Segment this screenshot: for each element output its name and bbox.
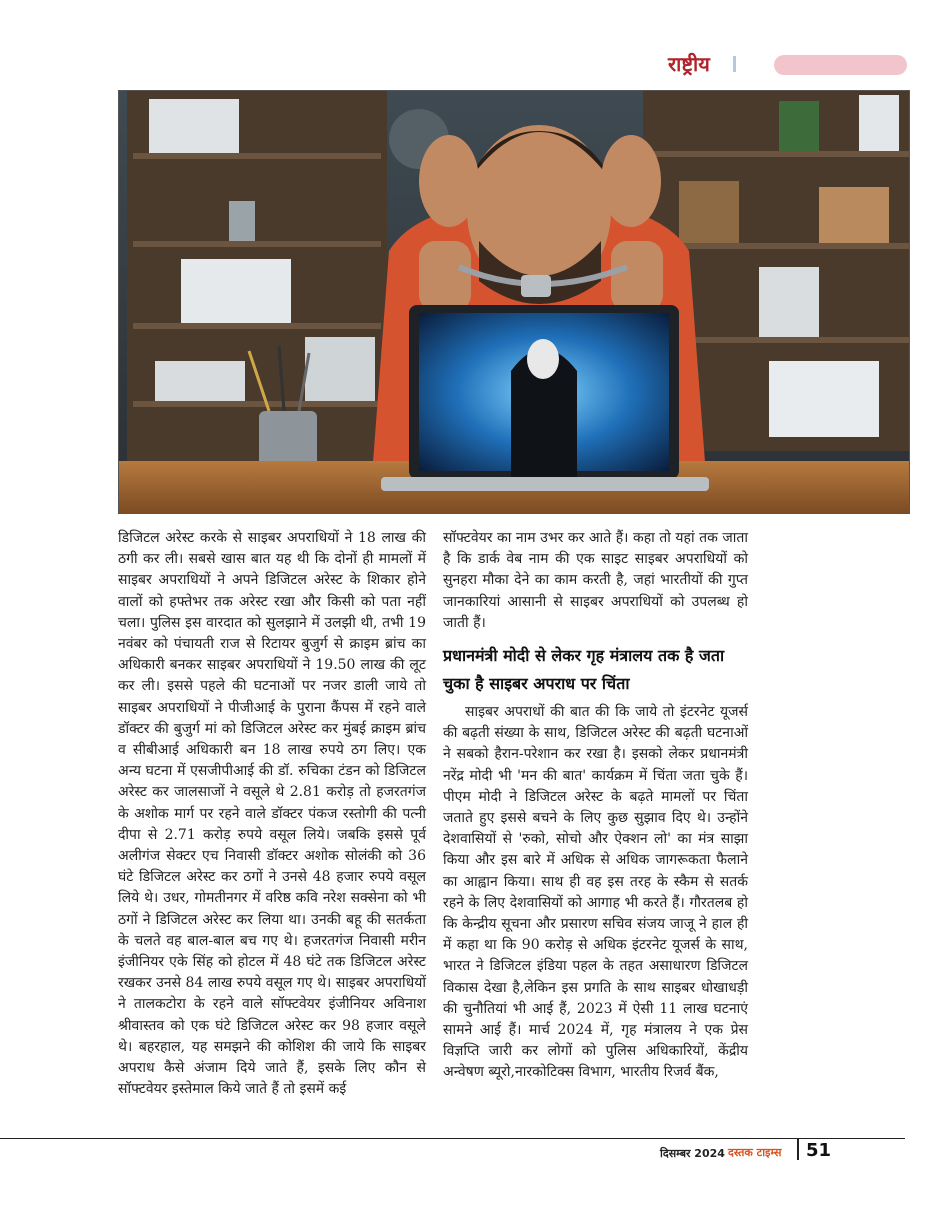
right-paragraph-1: सॉफ्टवेयर का नाम उभर कर आते हैं। कहा तो यहां तक जाता है कि डार्क वेब नाम की एक साइट साइबर अपराधियों को सुनहरा मौका देने का काम करती है, जहां भारतीयों की गुप्त जानकारियां आसानी से साइबर अपराधियों को उपलब्ध हो जाती हैं। (443, 530, 748, 631)
header-separator (733, 56, 736, 72)
header-decorative-pill (774, 55, 907, 75)
footer-date: दिसम्बर 2024 (660, 1147, 725, 1160)
left-column (118, 528, 426, 1100)
right-paragraph-2: साइबर अपराधों की बात की कि जाये तो इंटरनेट यूजर्स की बढ़ती संख्या के साथ, डिजिटल अरेस्ट की बढ़ती घटनाओं ने सबको हैरान-परेशान कर रखा है। इसको लेकर प्रधानमंत्री नरेंद्र मोदी भी 'मन की बात' कार्यक्रम में चिंता जता चुके हैं। पीएम मोदी ने डिजिटल अरेस्ट के बढ़ते मामलों पर चिंता जताते हुए इससे बचने के लिए कुछ सुझाव दिए थे। उन्होंने देशवासियों से 'रुको, सोचो और ऐक्शन लो' का मंत्र साझा किया और इस बारे में अधिक से अधिक जागरूकता फैलाने का आह्वान किया। साथ ही वह इस तरह के स्कैम से सतर्क रहने के लिए देशवासियों को आगाह भी करते हैं। गौरतलब हो कि केन्द्रीय सूचना और प्रसारण सचिव संजय जाजू ने हाल ही में कहा था कि 90 करोड़ से अधिक इंटरनेट यूजर्स के साथ, भारत ने डिजिटल इंडिया पहल के तहत असाधारण डिजिटल विकास देखा है,लेकिन इस प्रगति के साथ साइबर धोखाधड़ी की चुनौतियां भी आई हैं, 2023 में ऐसी 11 लाख घटनाएं सामने आई हैं। मार्च 2024 में, गृह मंत्रालय ने एक प्रेस विज्ञप्ति जारी कर लोगों को पुलिस अधिकारियों, केंद्रीय अन्वेषण ब्यूरो,नारकोटिक्स विभाग, भारतीय रिजर्व बैंक, (443, 704, 748, 1081)
handcuffed-man-laptop-hacker-photo (119, 91, 910, 514)
footer-rule (0, 1138, 905, 1139)
footer-brand-logo: दस्तक टाइम्स (728, 1146, 782, 1159)
footer-separator (797, 1138, 799, 1160)
section-title: राष्ट्रीय (668, 52, 710, 76)
right-column (443, 528, 748, 1084)
article-photo (118, 90, 910, 514)
left-paragraph-1: डिजिटल अरेस्ट करके से साइबर अपराधियों ने 18 लाख की ठगी कर ली। सबसे खास बात यह थी कि दोनों ही मामलों में साइबर अपराधियों ने अपने डिजिटल अरेस्ट के शिकार होने वालों को हफ्तेभर तक अरेस्ट रखा और किसी को पता नहीं चला। पुलिस इस वारदात को सुलझाने में उलझी थी, तभी 19 नवंबर को पंचायती राज से रिटायर बुजुर्ग से क्राइम ब्रांच का अधिकारी बनकर साइबर अपराधियों ने 19.50 लाख की लूट कर ली। इससे पहले की घटनाओं पर नजर डाली जाये तो साइबर अपराधियों ने पीजीआई के पुराना कैंपस में रहने वाले डॉक्टर की बुजुर्ग मां को डिजिटल अरेस्ट कर मुंबई क्राइम ब्रांच व सीबीआई अधिकारी बन 18 लाख रुपये ठग लिए। एक अन्य घटना में एसजीपीआई की डॉ. रुचिका टंडन को डिजिटल अरेस्ट कर जालसाजों ने वसूले थे 2.81 करोड़ तो हजरतगंज के अशोक मार्ग पर रहने वाले डॉक्टर पंकज रस्तोगी की पत्नी दीपा से 2.71 करोड़ रुपये वसूल लिये। जबकि इससे पूर्व अलीगंज सेक्टर एच निवासी डॉक्टर अशोक सोलंकी को 36 घंटे डिजिटल अरेस्ट कर ठगों ने उनसे 48 हजार रुपये वसूल लिये थे। उधर, गोमतीनगर में वरिष्ठ कवि नरेश सक्सेना को भी ठगों ने डिजिटल अरेस्ट कर लिया था। उनकी बहू की सतर्कता के चलते वह बाल-बाल बच गए थे। हजरतगंज निवासी मरीन इंजीनियर एके सिंह को होटल में 48 घंटे तक डिजिटल अरेस्ट रखकर उनसे 84 लाख रुपये वसूल गए थे। साइबर अपराधियों ने तालकटोरा के रहने वाले सॉफ्टवेयर इंजीनियर अविनाश श्रीवास्तव को एक घंटे डिजिटल अरेस्ट कर 98 हजार वसूले थे। बहरहाल, यह समझने की कोशिश की जाये कि साइबर अपराध कैसे अंजाम दिये जाते हैं, इसके लिए कौन से सॉफ्टवेयर इस्तेमाल किये जाते हैं तो इसमें कई (118, 530, 426, 1098)
article-subheading: प्रधानमंत्री मोदी से लेकर गृह मंत्रालय तक है जता चुका है साइबर अपराध पर चिंता (443, 646, 725, 694)
page-number: 51 (806, 1140, 832, 1161)
